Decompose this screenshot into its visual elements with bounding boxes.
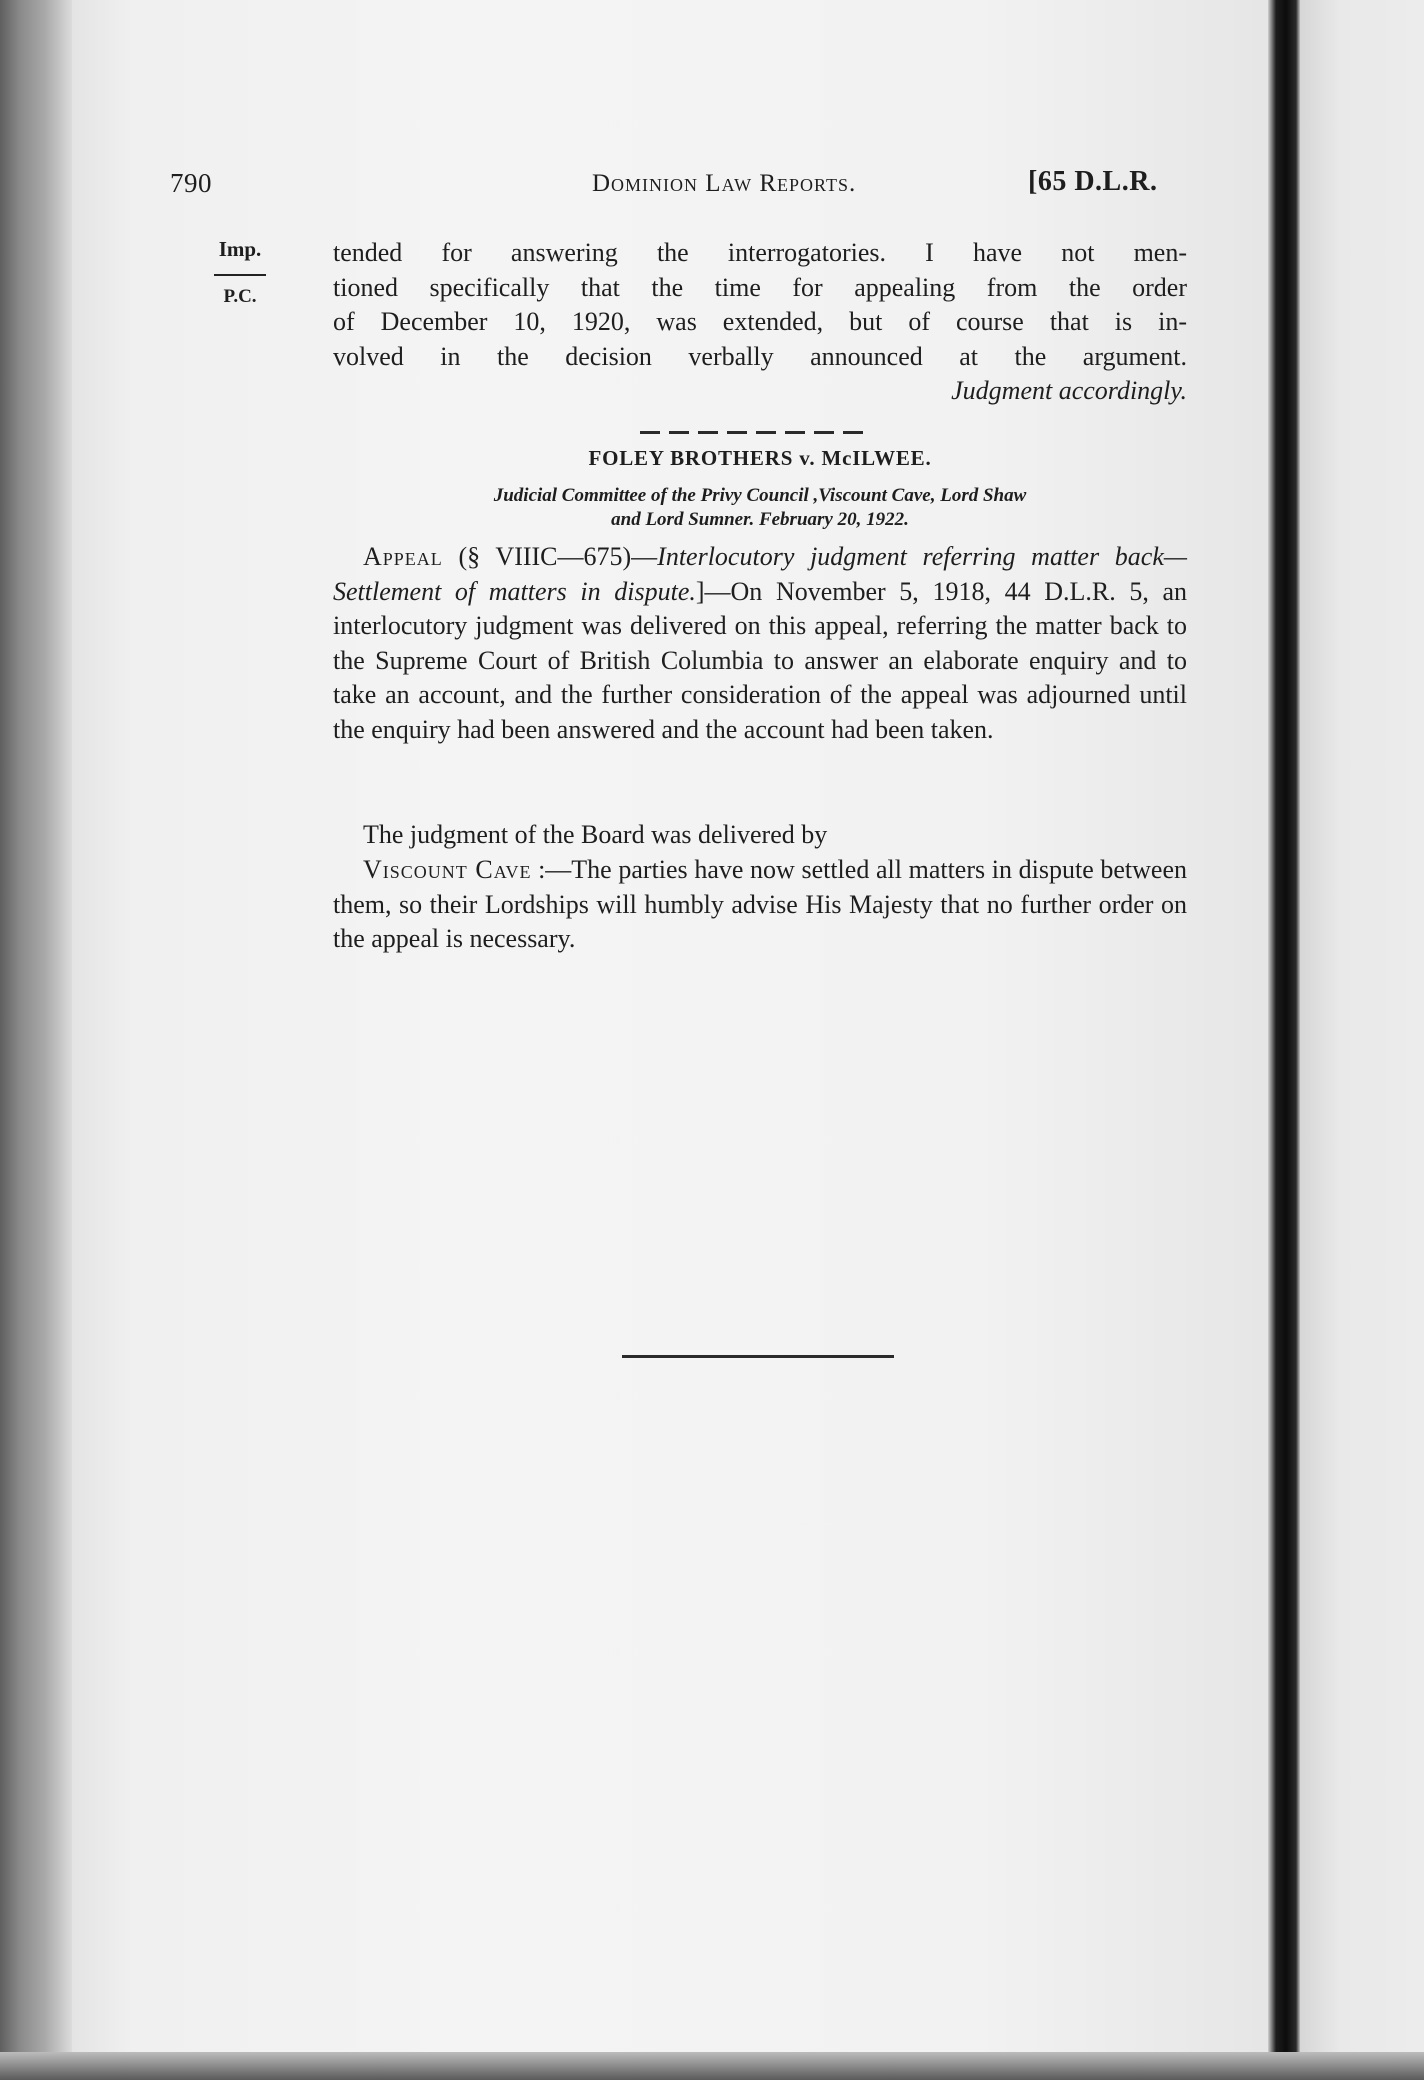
facing-page-edge xyxy=(1300,0,1424,2080)
headnote-subject: Interlocutory judgment referring matter back—Settlement of matters in dispute. xyxy=(333,542,1187,606)
judge-name: Viscount Cave xyxy=(363,855,532,884)
scan-left-edge xyxy=(0,0,72,2080)
court-line-2: and Lord Sumner. February 20, 1922. xyxy=(611,509,909,530)
paragraph-line: tioned specifically that the time for appealing from the order xyxy=(333,272,1187,302)
judgment-closing: Judgment accordingly. xyxy=(951,376,1187,405)
paragraph-line: of December 10, 1920, was extended, but of course that is in- xyxy=(333,307,1187,336)
case-separator-dashes xyxy=(640,431,872,434)
margin-sub-court: P.C. xyxy=(223,286,257,307)
headnote-section: (§ VIIIC—675)— xyxy=(442,542,658,571)
paragraph-line: tended for answering the interrogatories. I have not men- xyxy=(333,238,1187,267)
headnote-label: Appeal xyxy=(363,542,443,571)
headnote-paragraph xyxy=(333,540,1187,747)
scan-bottom-edge xyxy=(0,2052,1424,2080)
headnote-body: ]—On November 5, 1918, 44 D.L.R. 5, an interlocutory judgment was delivered on this appeal, referring the matter back to the Supreme Court of British Columbia to answer an elaborate enquiry and to take an account, and the further consideration of the appeal was adjourned until the enquiry had been answered and the account had been taken. xyxy=(333,576,1188,744)
running-title: Dominion Law Reports. xyxy=(592,170,857,197)
previous-case-paragraph xyxy=(333,236,1187,374)
case-title: FOLEY BROTHERS v. McILWEE. xyxy=(588,446,932,470)
court-line-1: Judicial Committee of the Privy Council ,Viscount Cave, Lord Shaw xyxy=(493,485,1027,506)
end-rule xyxy=(622,1355,894,1358)
book-gutter xyxy=(1268,0,1300,2080)
margin-divider xyxy=(214,274,266,276)
judgment-paragraph xyxy=(333,853,1187,957)
margin-note xyxy=(205,236,275,308)
paragraph-line: volved in the decision verbally announced at the argument. xyxy=(333,341,1187,371)
judgment-text: :—The parties have now settled all matters in dispute between them, so their Lordships will humbly advise His Majesty that no further order on the appeal is necessary. xyxy=(333,855,1187,953)
volume-reference: [65 D.L.R. xyxy=(1028,166,1158,197)
margin-court: Imp. xyxy=(218,237,262,261)
delivery-line: The judgment of the Board was delivered by xyxy=(363,820,828,849)
page-number: 790 xyxy=(170,168,212,198)
court-and-date xyxy=(333,484,1187,532)
